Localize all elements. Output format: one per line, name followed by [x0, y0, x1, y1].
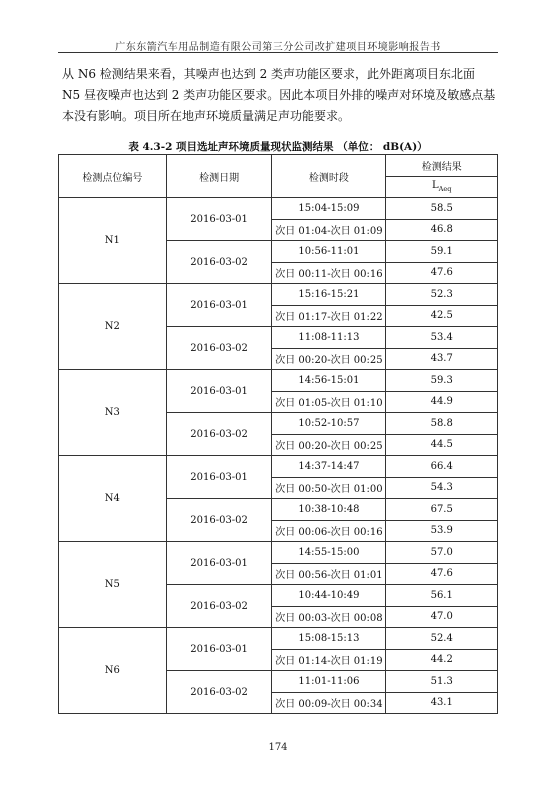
date-cell: 2016-03-02 [166, 413, 272, 456]
period-cell: 次日 01:14-次日 01:19 [272, 649, 386, 671]
period-cell: 次日 00:11-次日 00:16 [272, 262, 386, 284]
period-cell: 15:16-15:21 [272, 284, 386, 306]
table-caption: 表 4.3-2 项目选址声环境质量现状监测结果 （单位： dB(A)） [128, 141, 428, 153]
period-cell: 15:08-15:13 [272, 628, 386, 650]
noise-monitoring-table [58, 154, 498, 714]
table-body [59, 198, 498, 714]
period-cell: 次日 00:56-次日 01:01 [272, 563, 386, 585]
value-cell: 44.2 [386, 649, 498, 671]
header-unit-main: L [432, 180, 439, 192]
table-row [59, 198, 498, 220]
date-cell: 2016-03-01 [166, 370, 272, 413]
date-cell: 2016-03-02 [166, 327, 272, 370]
point-cell: N1 [59, 198, 167, 284]
period-cell: 11:01-11:06 [272, 671, 386, 693]
period-cell: 次日 01:04-次日 01:09 [272, 219, 386, 241]
date-cell: 2016-03-01 [166, 284, 272, 327]
date-cell: 2016-03-01 [166, 456, 272, 499]
value-cell: 58.5 [386, 198, 498, 220]
period-cell: 10:38-10:48 [272, 499, 386, 521]
period-cell: 次日 00:03-次日 00:08 [272, 606, 386, 628]
table-row [59, 628, 498, 650]
period-cell: 次日 00:20-次日 00:25 [272, 434, 386, 456]
date-cell: 2016-03-01 [166, 542, 272, 585]
value-cell: 54.3 [386, 477, 498, 499]
period-cell: 次日 00:50-次日 01:00 [272, 477, 386, 499]
date-cell: 2016-03-02 [166, 241, 272, 284]
period-cell: 14:55-15:00 [272, 542, 386, 564]
value-cell: 43.7 [386, 348, 498, 370]
value-cell: 47.6 [386, 563, 498, 585]
value-cell: 66.4 [386, 456, 498, 478]
period-cell: 14:37-14:47 [272, 456, 386, 478]
value-cell: 59.3 [386, 370, 498, 392]
table-header [59, 155, 498, 198]
date-cell: 2016-03-02 [166, 671, 272, 714]
value-cell: 44.9 [386, 391, 498, 413]
header-period: 检测时段 [272, 155, 386, 198]
value-cell: 46.8 [386, 219, 498, 241]
page-number: 174 [268, 742, 288, 753]
value-cell: 59.1 [386, 241, 498, 263]
date-cell: 2016-03-02 [166, 585, 272, 628]
point-cell: N4 [59, 456, 167, 542]
value-cell: 44.5 [386, 434, 498, 456]
point-cell: N5 [59, 542, 167, 628]
value-cell: 42.5 [386, 305, 498, 327]
header-unit [386, 176, 498, 198]
header-unit-sub: Aeq [438, 185, 452, 194]
period-cell: 次日 01:05-次日 01:10 [272, 391, 386, 413]
period-cell: 11:08-11:13 [272, 327, 386, 349]
period-cell: 次日 00:20-次日 00:25 [272, 348, 386, 370]
header-point: 检测点位编号 [59, 155, 167, 198]
period-cell: 次日 01:17-次日 01:22 [272, 305, 386, 327]
value-cell: 67.5 [386, 499, 498, 521]
value-cell: 56.1 [386, 585, 498, 607]
period-cell: 次日 00:09-次日 00:34 [272, 692, 386, 714]
period-cell: 14:56-15:01 [272, 370, 386, 392]
value-cell: 58.8 [386, 413, 498, 435]
point-cell: N6 [59, 628, 167, 714]
value-cell: 47.6 [386, 262, 498, 284]
point-cell: N2 [59, 284, 167, 370]
date-cell: 2016-03-01 [166, 628, 272, 671]
value-cell: 52.3 [386, 284, 498, 306]
period-cell: 10:44-10:49 [272, 585, 386, 607]
value-cell: 51.3 [386, 671, 498, 693]
value-cell: 53.9 [386, 520, 498, 542]
period-cell: 10:56-11:01 [272, 241, 386, 263]
value-cell: 53.4 [386, 327, 498, 349]
period-cell: 15:04-15:09 [272, 198, 386, 220]
header-divider [58, 52, 498, 53]
value-cell: 52.4 [386, 628, 498, 650]
table-row [59, 456, 498, 478]
date-cell: 2016-03-01 [166, 198, 272, 241]
period-cell: 10:52-10:57 [272, 413, 386, 435]
running-header: 广东东箭汽车用品制造有限公司第三分公司改扩建项目环境影响报告书 [115, 42, 441, 53]
value-cell: 43.1 [386, 692, 498, 714]
body-paragraph: 从 N6 检测结果来看，其噪声也达到 2 类声功能区要求，此外距离项目东北面 N5 昼夜噪声也达到 2 类声功能区要求。因此本项目外排的噪声对环境及敏感点基本没有影响。项目所在地声环境质量满足声功能要求。 [62, 67, 496, 123]
date-cell: 2016-03-02 [166, 499, 272, 542]
value-cell: 57.0 [386, 542, 498, 564]
table-row [59, 542, 498, 564]
header-result: 检测结果 [386, 155, 498, 177]
period-cell: 次日 00:06-次日 00:16 [272, 520, 386, 542]
table-row [59, 284, 498, 306]
table-row [59, 370, 498, 392]
value-cell: 47.0 [386, 606, 498, 628]
point-cell: N3 [59, 370, 167, 456]
header-date: 检测日期 [166, 155, 272, 198]
